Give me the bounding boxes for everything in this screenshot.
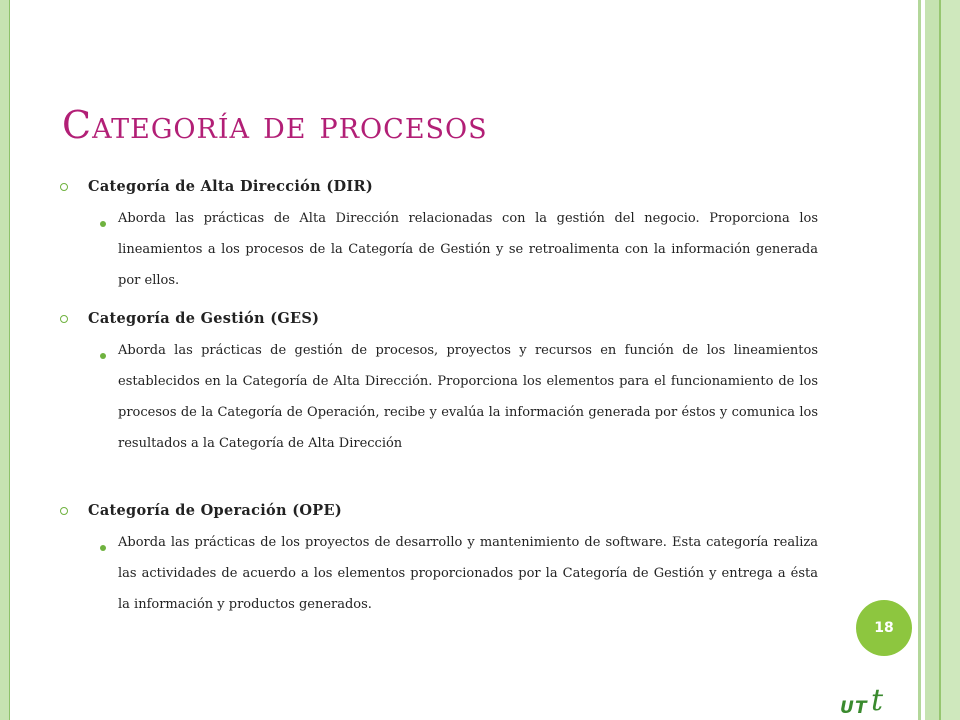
page-number-badge: 18 xyxy=(856,600,912,656)
ring-bullet-icon xyxy=(60,183,68,191)
category-item-ope xyxy=(60,502,830,519)
dot-bullet-icon xyxy=(100,353,106,359)
left-border-line xyxy=(9,0,10,720)
ring-bullet-icon xyxy=(60,507,68,515)
svg-text:T: T xyxy=(855,698,867,718)
dot-bullet-icon xyxy=(100,545,106,551)
utt-logo-icon xyxy=(838,680,900,720)
category-description-item xyxy=(100,212,830,296)
ring-bullet-icon xyxy=(60,315,68,323)
category-heading: Categoría de Alta Dirección (DIR) xyxy=(88,178,373,195)
right-border-decoration xyxy=(918,0,960,720)
slide-title: Categoría de procesos xyxy=(62,103,488,147)
category-description: Aborda las prácticas de Alta Dirección relacionadas con la gestión del negocio. Proporciona los lineamientos a los procesos de la Categoría de Gestión y se retroalimenta con la información generada por ellos. xyxy=(118,211,818,288)
svg-text:t: t xyxy=(871,683,884,718)
category-heading: Categoría de Gestión (GES) xyxy=(88,310,320,327)
category-description: Aborda las prácticas de los proyectos de desarrollo y mantenimiento de software. Esta categoría realiza las actividades de acuerdo a los elementos proporcionados por la Categoría de Gestión y entrega a ésta la información y productos generados. xyxy=(118,535,818,612)
svg-text:U: U xyxy=(840,698,854,718)
category-item-ges xyxy=(60,310,830,327)
category-description: Aborda las prácticas de gestión de procesos, proyectos y recursos en función de los lineamientos establecidos en la Categoría de Alta Dirección. Proporciona los elementos para el funcionamiento de los procesos de la Categoría de Operación, recibe y evalúa la información generada por éstos y comunica los resultados a la Categoría de Alta Dirección xyxy=(118,343,818,451)
category-item-dir xyxy=(60,178,830,195)
category-description-item xyxy=(100,344,830,459)
left-border-decoration xyxy=(0,0,9,720)
dot-bullet-icon xyxy=(100,221,106,227)
category-description-item xyxy=(100,536,830,620)
category-list xyxy=(60,178,830,620)
category-heading: Categoría de Operación (OPE) xyxy=(88,502,343,519)
